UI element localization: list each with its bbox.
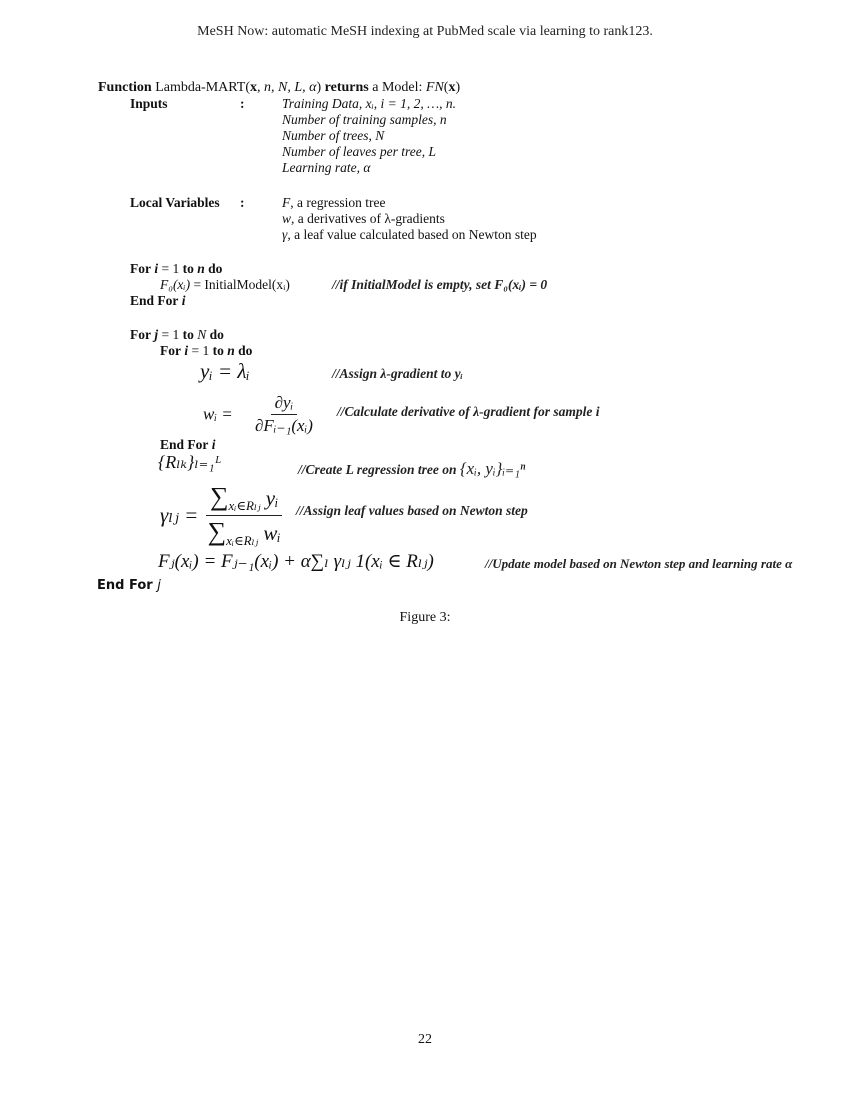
var-symbol: w: [282, 211, 292, 226]
w-numerator: ∂yᵢ: [271, 393, 298, 415]
loop-var: i: [184, 343, 189, 358]
local-variables-colon: :: [240, 195, 245, 210]
w-lhs: wᵢ =: [203, 404, 233, 424]
loop2-inner-header: [160, 343, 252, 359]
equation-update-comment: //Update model based on Newton step and learning rate α: [485, 556, 793, 571]
model-arg: x: [448, 80, 456, 95]
input-item: Number of trees, N: [282, 128, 385, 143]
sum-index: xᵢ∈Rₗⱼ: [226, 533, 259, 549]
inputs-colon: :: [240, 96, 245, 111]
keyword-end-for: End For: [130, 293, 179, 308]
training-set: {xᵢ, yᵢ}ᵢ₌₁ⁿ: [459, 459, 526, 478]
sum-var: yᵢ: [265, 486, 279, 510]
equation-gamma-comment: //Assign leaf values based on Newton step: [296, 503, 528, 518]
close-paren: ): [316, 80, 322, 95]
sum-symbol: ∑: [207, 517, 227, 547]
gamma-denominator: [204, 516, 285, 549]
returns-text: a Model:: [372, 80, 426, 95]
gamma-fraction: [204, 482, 285, 549]
keyword-do: do: [238, 343, 253, 358]
sum-index: xᵢ∈Rₗⱼ: [228, 498, 261, 514]
gamma-numerator: [206, 482, 282, 516]
keyword-to: to: [182, 261, 194, 276]
loop-bound: n: [197, 261, 205, 276]
equation-model-update: Fⱼ(xᵢ) = Fⱼ₋₁(xᵢ) + α∑ₗ γₗⱼ 1(xᵢ ∈ Rₗⱼ): [158, 551, 434, 572]
var-description: , a derivatives of λ-gradients: [291, 211, 445, 226]
loop-var: i: [181, 293, 186, 308]
keyword-for: For: [130, 261, 151, 276]
loop1-end: [130, 293, 186, 309]
figure-caption: Figure 3:: [399, 610, 451, 625]
model-arg-open: (: [443, 80, 449, 95]
init-rhs: = InitialModel(xᵢ): [193, 277, 290, 292]
loop-start: = 1: [191, 343, 210, 358]
gamma-lhs: γₗⱼ =: [160, 503, 199, 528]
loop-bound: n: [227, 343, 235, 358]
var-description: , a regression tree: [290, 195, 386, 210]
keyword-end-for: End For: [97, 578, 153, 593]
keyword-returns: returns: [324, 80, 369, 95]
w-denominator: ∂Fᵢ₋₁(xᵢ): [255, 416, 313, 435]
local-variable-item: [282, 227, 537, 243]
loop-var: j: [154, 327, 159, 342]
keyword-to: to: [182, 327, 194, 342]
equation-gamma-leaf: [160, 482, 285, 549]
w-fraction: [251, 393, 317, 436]
model-arg-close: ): [455, 80, 461, 95]
model-name: FN: [425, 80, 444, 95]
input-item: Number of training samples, n: [282, 112, 447, 127]
equation-w-derivative: [203, 393, 317, 436]
function-signature: [98, 80, 460, 96]
keyword-for: For: [160, 343, 181, 358]
keyword-to: to: [212, 343, 224, 358]
page-number: 22: [418, 1032, 432, 1047]
loop-var: j: [157, 578, 161, 593]
equation-w-comment: //Calculate derivative of λ-gradient for sample i: [337, 404, 600, 419]
loop2-inner-end: [160, 437, 216, 453]
keyword-function: Function: [98, 80, 152, 95]
args-rest: , n, N, L, α: [257, 80, 317, 95]
input-item: Number of leaves per tree, L: [282, 144, 436, 159]
local-variable-item: [282, 211, 445, 227]
inputs-label: Inputs: [130, 96, 168, 111]
equation-regression-regions: {Rₗₖ}ₗ₌₁ᴸ: [158, 452, 222, 472]
loop-var: i: [211, 437, 216, 452]
arg-x: x: [250, 80, 257, 95]
var-symbol: γ: [282, 227, 288, 242]
loop-start: = 1: [161, 327, 180, 342]
loop1-body: [160, 277, 290, 293]
input-item: Training Data, xᵢ, i = 1, 2, …, n.: [282, 96, 457, 111]
loop1-comment: //if InitialModel is empty, set F₀(xᵢ) = 0: [332, 277, 548, 292]
equation-y-lambda-comment: //Assign λ-gradient to yᵢ: [332, 366, 463, 381]
sum-var: wᵢ: [263, 521, 281, 546]
loop1-header: [130, 261, 222, 277]
loop-bound: N: [197, 327, 207, 342]
loop-var: i: [154, 261, 159, 276]
keyword-do: do: [208, 261, 223, 276]
input-item: Learning rate, α: [282, 160, 371, 175]
keyword-end-for: End For: [160, 437, 209, 452]
regression-comment-text: //Create L regression tree on: [298, 462, 457, 477]
local-variable-item: [282, 195, 385, 211]
var-symbol: F: [282, 195, 291, 210]
running-header: MeSH Now: automatic MeSH indexing at PubMed scale via learning to rank123.: [197, 24, 653, 39]
keyword-do: do: [209, 327, 224, 342]
loop2-end: [97, 578, 161, 593]
function-name: Lambda-MART(: [155, 80, 250, 95]
local-variables-label: Local Variables: [130, 195, 220, 210]
init-lhs: F₀(xᵢ): [160, 277, 191, 292]
loop-start: = 1: [161, 261, 180, 276]
equation-regression-comment: [298, 459, 525, 479]
sum-symbol: ∑: [209, 482, 229, 511]
equation-y-lambda: yᵢ = λᵢ: [200, 359, 250, 383]
keyword-for: For: [130, 327, 151, 342]
loop2-header: [130, 327, 224, 343]
var-description: , a leaf value calculated based on Newton step: [287, 227, 537, 242]
